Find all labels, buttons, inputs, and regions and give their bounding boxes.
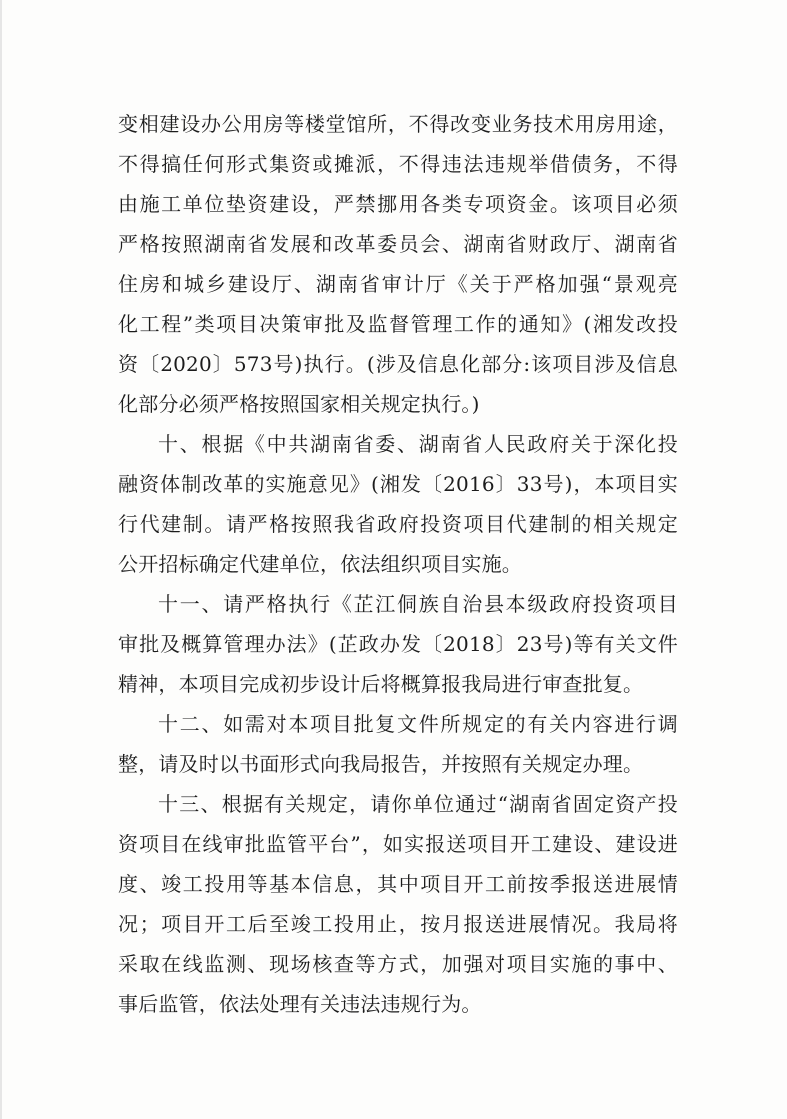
document-body: [118, 104, 678, 1024]
text-line: 况；项目开工后至竣工投用止，按月报送进展情况。我局将: [118, 912, 678, 936]
text-line: 精神，本项目完成初步设计后将概算报我局进行审查批复。: [118, 672, 644, 696]
text-line: 采取在线监测、现场核查等方式，加强对项目实施的事中、: [118, 952, 678, 976]
text-line: 变相建设办公用房等楼堂馆所，不得改变业务技术用房用途，: [118, 112, 678, 136]
text-line: 行代建制。请严格按照我省政府投资项目代建制的相关规定: [118, 512, 678, 536]
text-line: 化部分必须严格按照国家相关规定执行。): [118, 392, 480, 416]
paragraph-continuation: [118, 104, 678, 424]
text-line: 资〔2020〕573号)执行。(涉及信息化部分:该项目涉及信息: [118, 352, 678, 376]
paragraph-item-13: [118, 784, 678, 1024]
text-line: 度、竣工投用等基本信息，其中项目开工前按季报送进展情: [118, 872, 678, 896]
text-line: 审批及概算管理办法》(芷政办发〔2018〕23号)等有关文件: [118, 632, 678, 656]
paragraph-item-11: [118, 584, 678, 704]
text-line: 严格按照湖南省发展和改革委员会、湖南省财政厅、湖南省: [118, 232, 678, 256]
text-line: 十二、如需对本项目批复文件所规定的有关内容进行调: [158, 712, 678, 736]
text-line: 资项目在线审批监管平台”，如实报送项目开工建设、建设进: [118, 832, 678, 856]
text-line: 住房和城乡建设厅、湖南省审计厅《关于严格加强“景观亮: [118, 272, 678, 296]
text-line: 事后监管，依法处理有关违法违规行为。: [118, 992, 482, 1016]
paragraph-item-10: [118, 424, 678, 584]
text-line: 公开招标确定代建单位，依法组织项目实施。: [118, 552, 522, 576]
text-line: 化工程”类项目决策审批及监督管理工作的通知》(湘发改投: [118, 312, 678, 336]
text-line: 由施工单位垫资建设，严禁挪用各类专项资金。该项目必须: [118, 192, 678, 216]
text-line: 融资体制改革的实施意见》(湘发〔2016〕33号)，本项目实: [118, 472, 678, 496]
text-line: 十三、根据有关规定，请你单位通过“湖南省固定资产投: [158, 792, 678, 816]
text-line: 整，请及时以书面形式向我局报告，并按照有关规定办理。: [118, 752, 644, 776]
scan-edge: [0, 0, 2, 1119]
text-line: 十、根据《中共湖南省委、湖南省人民政府关于深化投: [158, 432, 678, 456]
text-line: 不得搞任何形式集资或摊派，不得违法违规举借债务，不得: [118, 152, 678, 176]
paragraph-item-12: [118, 704, 678, 784]
text-line: 十一、请严格执行《芷江侗族自治县本级政府投资项目: [158, 592, 678, 616]
